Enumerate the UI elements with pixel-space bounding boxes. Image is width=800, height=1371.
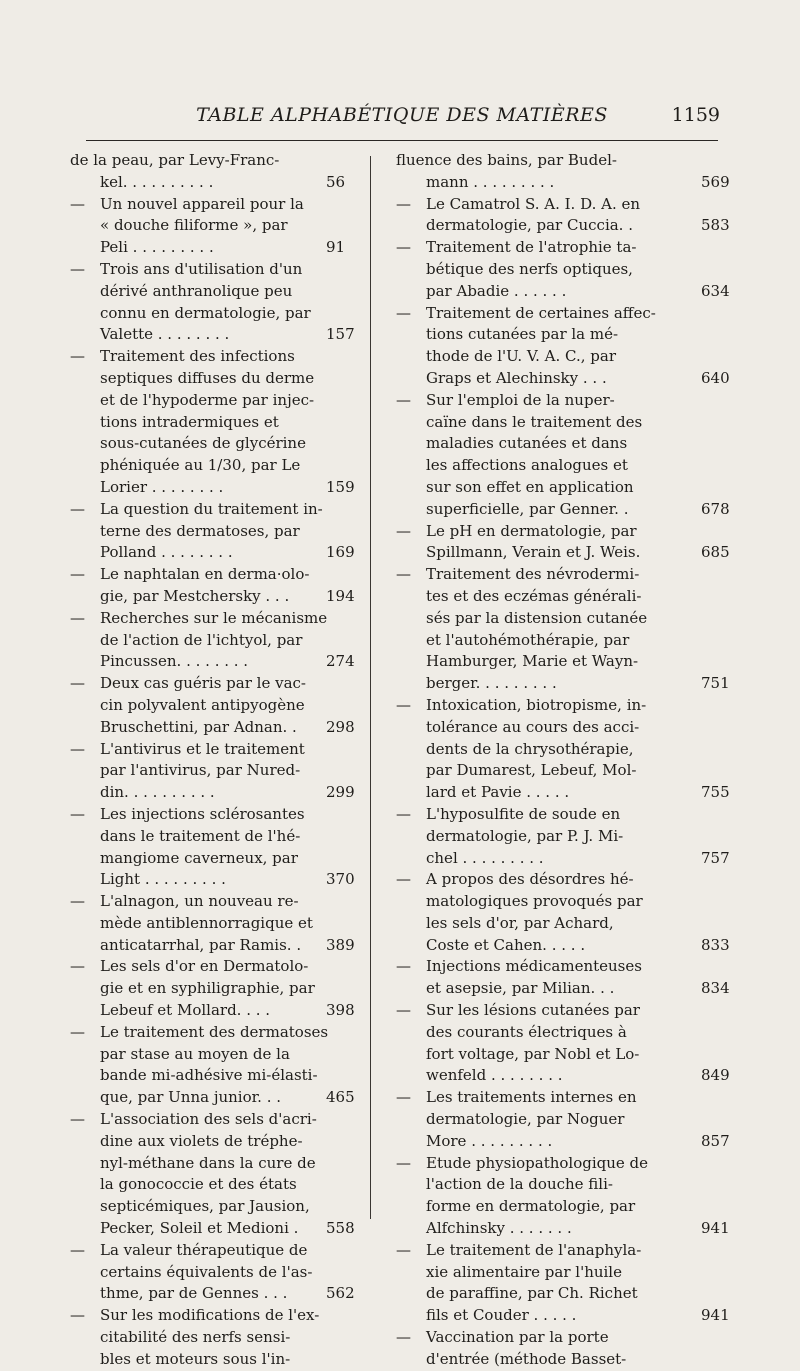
entry-line: wenfeld . . . . . . . .	[426, 1066, 563, 1085]
entry-page-number: 299	[326, 783, 355, 802]
entry-page-number: 91	[326, 238, 346, 257]
entry-line: — Un nouvel appareil pour la	[70, 194, 356, 216]
entry-line: thme, par de Gennes . . .	[100, 1284, 288, 1303]
index-entry	[396, 1087, 730, 1152]
index-entry	[396, 1000, 730, 1087]
entry-page-number: 678	[701, 499, 730, 518]
entry-page-number: 857	[701, 1131, 730, 1150]
entry-line: dans le traitement de l'hé-	[100, 826, 301, 845]
index-entry	[396, 194, 730, 238]
entry-page-number: 751	[701, 674, 730, 693]
index-entry	[70, 499, 356, 564]
entry-dash: —	[70, 1306, 85, 1325]
entry-line: matologiques provoqués par	[426, 892, 643, 911]
entry-line: Pincussen. . . . . . . .	[100, 652, 249, 671]
entry-page-number: 849	[701, 1066, 730, 1085]
entry-line: forme en dermatologie, par	[426, 1197, 636, 1216]
entry-page-number: 583	[701, 216, 730, 235]
entry-line: lard et Pavie . . . . .	[426, 783, 570, 802]
index-entry	[396, 869, 730, 956]
index-entry	[396, 1240, 730, 1327]
index-entry	[70, 891, 356, 956]
entry-page-number: 562	[326, 1284, 355, 1303]
entry-line: sés par la distension cutanée	[426, 608, 648, 627]
entry-line: par Dumarest, Lebeuf, Mol-	[426, 761, 637, 780]
entry-dash: —	[70, 1022, 85, 1041]
entry-page-number: 370	[326, 870, 355, 889]
entry-line: citabilité des nerfs sensi-	[100, 1328, 291, 1347]
entry-dash: —	[396, 804, 411, 823]
entry-line: — La valeur thérapeutique de	[70, 1240, 356, 1262]
entry-line: — Traitement des névrodermi-	[396, 564, 700, 586]
entry-line: — Recherches sur le mécanisme	[70, 608, 356, 630]
entry-line: Bruschettini, par Adnan. .	[100, 717, 297, 736]
entry-line: Alfchinsky . . . . . . .	[426, 1219, 572, 1238]
entry-dash: —	[70, 194, 85, 213]
entry-line: superficielle, par Genner. .	[426, 499, 629, 518]
entry-line: par l'antivirus, par Nured-	[100, 761, 301, 780]
entry-line: tes et des eczémas générali-	[426, 586, 642, 605]
entry-dash: —	[70, 804, 85, 823]
index-entry	[396, 956, 730, 1000]
entry-line: que, par Unna junior. . .	[100, 1088, 281, 1107]
entry-page-number: 56	[326, 172, 346, 191]
entry-line: — Traitement de l'atrophie ta-	[396, 237, 700, 259]
entry-line: — Deux cas guéris par le vac-	[70, 673, 356, 695]
entry-dash: —	[396, 957, 411, 976]
entry-dash: —	[396, 695, 411, 714]
index-entry	[396, 150, 730, 194]
entry-line: — L'association des sels d'acri-	[70, 1109, 356, 1131]
index-entry	[70, 346, 356, 499]
index-entry	[70, 1109, 356, 1240]
index-entry	[70, 259, 356, 346]
entry-line: Graps et Alechinsky . . .	[426, 368, 607, 387]
entry-dash: —	[70, 347, 85, 366]
entry-line: l'action de la douche fili-	[426, 1175, 613, 1194]
entry-line: — Sur les modifications de l'ex-	[70, 1305, 356, 1327]
entry-line: — Le traitement des dermatoses	[70, 1022, 356, 1044]
entry-dash: —	[396, 238, 411, 257]
entry-page-number: 634	[701, 281, 730, 300]
entry-line: — Trois ans d'utilisation d'un	[70, 259, 356, 281]
entry-dash: —	[70, 565, 85, 584]
entry-line: la gonococcie et des états	[100, 1175, 297, 1194]
entry-line: tolérance au cours des acci-	[426, 717, 640, 736]
entry-page-number: 465	[326, 1088, 355, 1107]
entry-line: — L'alnagon, un nouveau re-	[70, 891, 356, 913]
entry-line: — Injections médicamenteuses	[396, 956, 700, 978]
entry-dash: —	[70, 957, 85, 976]
entry-dash: —	[396, 1328, 411, 1347]
entry-line: Coste et Cahen. . . . .	[426, 935, 586, 954]
entry-page-number: 169	[326, 543, 355, 562]
entry-line: et l'autohémothérapie, par	[426, 630, 630, 649]
entry-dash: —	[396, 1153, 411, 1172]
entry-dash: —	[396, 390, 411, 409]
entry-line: Peli . . . . . . . . .	[100, 238, 214, 257]
entry-line: Pecker, Soleil et Medioni .	[100, 1219, 299, 1238]
entry-page-number: 159	[326, 477, 355, 496]
entry-line: de paraffine, par Ch. Richet	[426, 1284, 638, 1303]
entry-dash: —	[396, 1088, 411, 1107]
entry-line: Lorier . . . . . . . .	[100, 477, 224, 496]
entry-dash: —	[70, 608, 85, 627]
entry-line: chel . . . . . . . . .	[426, 848, 544, 867]
entry-page-number: 833	[701, 935, 730, 954]
entry-page-number: 274	[326, 652, 355, 671]
entry-line: — Le pH en dermatologie, par	[396, 521, 700, 543]
entry-line: — Le naphtalan en derma·olo-	[70, 564, 356, 586]
header-rule	[86, 140, 718, 141]
entry-line: Spillmann, Verain et J. Weis.	[426, 543, 641, 562]
entry-line: des courants électriques à	[426, 1022, 627, 1041]
index-entry	[396, 804, 730, 869]
entry-dash: —	[70, 739, 85, 758]
index-entry	[70, 564, 356, 608]
entry-line: les sels d'or, par Achard,	[426, 913, 614, 932]
entry-line: Hamburger, Marie et Wayn-	[426, 652, 639, 671]
entry-line: — La question du traitement in-	[70, 499, 356, 521]
entry-line: sous-cutanées de glycérine	[100, 434, 306, 453]
entry-line: fils et Couder . . . . .	[426, 1306, 577, 1325]
entry-page-number: 569	[701, 172, 730, 191]
entry-page-number: 941	[701, 1306, 730, 1325]
entry-line: berger. . . . . . . . .	[426, 674, 557, 693]
entry-dash: —	[70, 892, 85, 911]
entry-line: terne des dermatoses, par	[100, 521, 300, 540]
entry-line: par stase au moyen de la	[100, 1044, 290, 1063]
entry-line: gie, par Mestchersky . . .	[100, 586, 290, 605]
entry-line: certains équivalents de l'as-	[100, 1262, 313, 1281]
entry-line: — Les traitements internes en	[396, 1087, 700, 1109]
entry-line: mède antiblennorragique et	[100, 913, 313, 932]
entry-line: connu en dermatologie, par	[100, 303, 311, 322]
entry-dash: —	[396, 303, 411, 322]
entry-line: More . . . . . . . . .	[426, 1131, 553, 1150]
entry-line: Valette . . . . . . . .	[100, 325, 230, 344]
entry-line: les affections analogues et	[426, 456, 628, 475]
entry-line: caïne dans le traitement des	[426, 412, 643, 431]
index-entry	[396, 237, 730, 302]
entry-line: din. . . . . . . . . .	[100, 783, 215, 802]
entry-page-number: 757	[701, 848, 730, 867]
entry-line: — A propos des désordres hé-	[396, 869, 700, 891]
entry-dash: —	[70, 259, 85, 278]
entry-line: septiques diffuses du derme	[100, 368, 315, 387]
entry-page-number: 194	[326, 586, 355, 605]
entry-line: phéniquée au 1/30, par Le	[100, 456, 301, 475]
entry-dash: —	[396, 194, 411, 213]
index-entry	[396, 564, 730, 695]
entry-page-number: 389	[326, 935, 355, 954]
entry-line: dermatologie, par Cuccia. .	[426, 216, 633, 235]
entry-page-number: 685	[701, 543, 730, 562]
entry-page-number: 398	[326, 1001, 355, 1020]
entry-line: Lebeuf et Mollard. . . .	[100, 1001, 271, 1020]
entry-line: Light . . . . . . . . .	[100, 870, 226, 889]
entry-line: bétique des nerfs optiques,	[426, 259, 633, 278]
entry-dash: —	[396, 521, 411, 540]
entry-line: d'entrée (méthode Basset-	[426, 1349, 627, 1368]
entry-line: — Vaccination par la porte	[396, 1327, 700, 1349]
entry-dash: —	[70, 674, 85, 693]
index-entry	[70, 150, 356, 194]
entry-page-number: 298	[326, 717, 355, 736]
entry-line: tions cutanées par la mé-	[426, 325, 619, 344]
entry-line: bles et moteurs sous l'in-	[100, 1349, 291, 1368]
right-column	[396, 150, 730, 1371]
entry-line: — Sur les lésions cutanées par	[396, 1000, 700, 1022]
entry-line: thode de l'U. V. A. C., par	[426, 347, 617, 366]
entry-line: dermatologie, par Noguer	[426, 1110, 625, 1129]
entry-dash: —	[70, 1110, 85, 1129]
entry-line: nyl-méthane dans la cure de	[100, 1153, 316, 1172]
page-title: TABLE ALPHABÉTIQUE DES MATIÈRES	[196, 104, 608, 126]
column-divider	[370, 156, 371, 1219]
index-entry	[70, 804, 356, 891]
entry-line: et de l'hypoderme par injec-	[100, 390, 315, 409]
entry-line: cin polyvalent antipyogène	[100, 695, 305, 714]
index-entry	[70, 608, 356, 673]
entry-line: dine aux violets de tréphe-	[100, 1131, 303, 1150]
entry-page-number: 941	[701, 1219, 730, 1238]
entry-line: — L'hyposulfite de soude en	[396, 804, 700, 826]
entry-line: fluence des bains, par Budel-	[396, 151, 617, 169]
entry-line: Polland . . . . . . . .	[100, 543, 233, 562]
index-entry	[70, 956, 356, 1021]
entry-line: kel. . . . . . . . . .	[100, 172, 214, 191]
page-number: 1159	[671, 104, 720, 126]
entry-dash: —	[396, 870, 411, 889]
entry-line: et asepsie, par Milian. . .	[426, 979, 615, 998]
entry-line: de la peau, par Levy-Franc-	[70, 151, 280, 169]
entry-line: tions intradermiques et	[100, 412, 279, 431]
index-entry	[70, 673, 356, 738]
entry-line: gie et en syphiligraphie, par	[100, 979, 315, 998]
entry-dash: —	[70, 1240, 85, 1259]
entry-line: — Le Camatrol S. A. I. D. A. en	[396, 194, 700, 216]
entry-dash: —	[70, 499, 85, 518]
entry-line: — Traitement des infections	[70, 346, 356, 368]
entry-page-number: 558	[326, 1219, 355, 1238]
entry-line: mangiome caverneux, par	[100, 848, 298, 867]
entry-dash: —	[396, 565, 411, 584]
entry-line: dérivé anthranolique peu	[100, 281, 293, 300]
entry-line: dents de la chrysothérapie,	[426, 739, 634, 758]
entry-line: — Les injections sclérosantes	[70, 804, 356, 826]
entry-dash: —	[396, 1240, 411, 1259]
entry-dash: —	[396, 1001, 411, 1020]
index-entry	[396, 390, 730, 521]
index-entry	[396, 521, 730, 565]
index-entry	[396, 303, 730, 390]
index-entry	[396, 1327, 700, 1371]
index-entry	[70, 194, 356, 259]
entry-line: sur son effet en application	[426, 477, 634, 496]
entry-line: — Le traitement de l'anaphyla-	[396, 1240, 700, 1262]
index-entry	[70, 739, 356, 804]
entry-page-number: 157	[326, 325, 355, 344]
entry-line: septicémiques, par Jausion,	[100, 1197, 310, 1216]
index-entry	[70, 1022, 356, 1109]
entry-line: maladies cutanées et dans	[426, 434, 628, 453]
entry-line: de l'action de l'ichtyol, par	[100, 630, 303, 649]
index-entry	[70, 1240, 356, 1305]
entry-line: dermatologie, par P. J. Mi-	[426, 826, 624, 845]
entry-line: — Traitement de certaines affec-	[396, 303, 700, 325]
entry-line: mann . . . . . . . . .	[426, 172, 555, 191]
entry-line: fort voltage, par Nobl et Lo-	[426, 1044, 640, 1063]
entry-page-number: 834	[701, 979, 730, 998]
index-entry	[396, 695, 730, 804]
entry-line: — Sur l'emploi de la nuper-	[396, 390, 700, 412]
entry-line: — Les sels d'or en Dermatolo-	[70, 956, 356, 978]
entry-line: bande mi-adhésive mi-élasti-	[100, 1066, 318, 1085]
left-column	[70, 150, 356, 1371]
entry-line: — L'antivirus et le traitement	[70, 739, 356, 761]
entry-page-number: 755	[701, 783, 730, 802]
entry-line: par Abadie . . . . . .	[426, 281, 567, 300]
entry-line: — Intoxication, biotropisme, in-	[396, 695, 700, 717]
index-entry	[396, 1153, 730, 1240]
index-entry	[70, 1305, 356, 1370]
entry-line: « douche filiforme », par	[100, 216, 288, 235]
entry-line: — Etude physiopathologique de	[396, 1153, 700, 1175]
entry-line: anticatarrhal, par Ramis. .	[100, 935, 302, 954]
entry-line: xie alimentaire par l'huile	[426, 1262, 622, 1281]
running-header	[88, 104, 720, 134]
entry-page-number: 640	[701, 368, 730, 387]
